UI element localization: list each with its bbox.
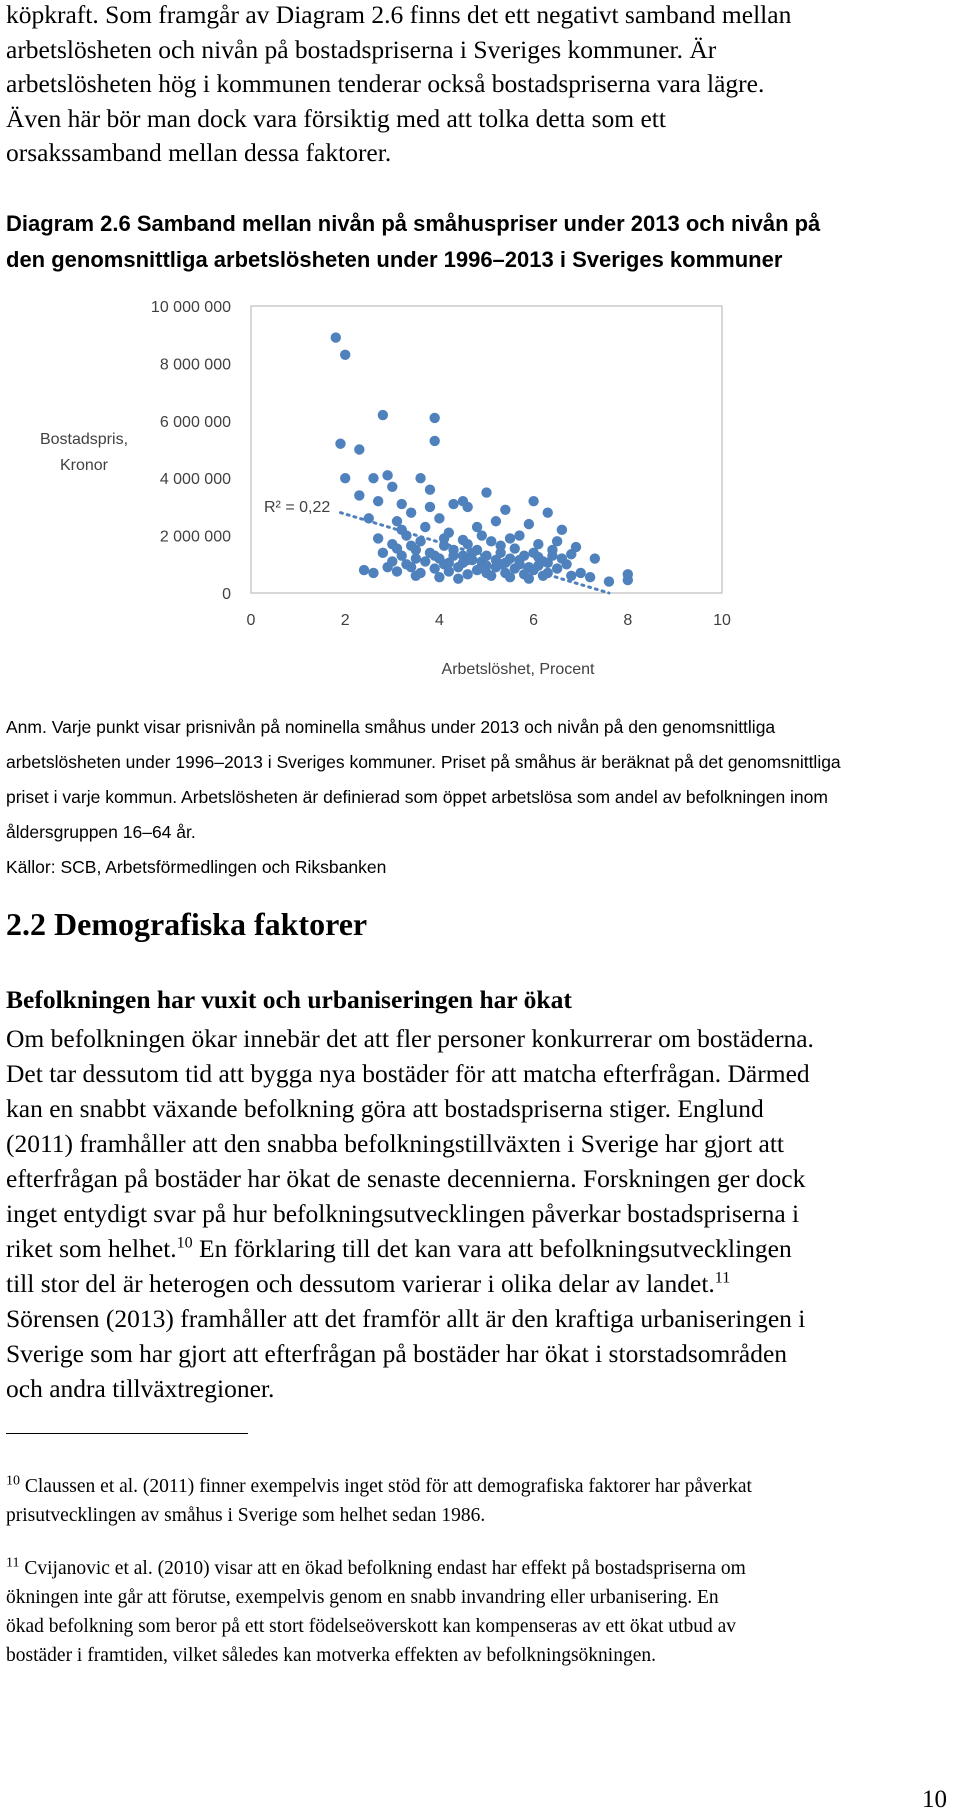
- intro-line: Även här bör man dock vara försiktig med att tolka detta som ett: [6, 103, 666, 133]
- note-line: åldersgruppen 16–64 år.: [6, 822, 196, 842]
- x-axis-label: Arbetslöshet, Procent: [441, 661, 595, 678]
- y-tick-label: 6 000 000: [159, 413, 231, 431]
- data-point: [486, 571, 496, 581]
- data-point: [510, 543, 520, 553]
- y-tick-label: 0: [222, 586, 231, 603]
- sources-line: Källor: SCB, Arbetsförmedlingen och Riksbanken: [6, 857, 387, 877]
- intro-line: arbetslösheten hög i kommunen tenderar också bostadspriserna vara lägre.: [6, 69, 765, 98]
- footnote-line: [6, 1554, 946, 1583]
- body-paragraph: [6, 1021, 946, 1406]
- data-point: [524, 519, 534, 529]
- data-point: [576, 568, 586, 578]
- r-squared-label: R² = 0,22: [264, 499, 331, 516]
- scatter-chart: [0, 280, 960, 700]
- data-point: [585, 572, 595, 582]
- chart-note: [6, 710, 946, 885]
- body-text: riket som helhet.: [6, 1234, 177, 1263]
- footnote-text: Cvijanovic et al. (2010) visar att en ökad befolkning endast har effekt på bostadspriserna om: [19, 1558, 746, 1579]
- data-point: [434, 572, 444, 582]
- footnote-number: 11: [6, 1555, 20, 1571]
- data-point: [604, 576, 614, 586]
- scatter-chart-svg: [0, 280, 960, 700]
- diagram-title-line: Diagram 2.6 Samband mellan nivån på småhuspriser under 2013 och nivån på: [6, 211, 821, 236]
- data-point: [552, 563, 562, 573]
- data-point: [533, 552, 543, 562]
- footnote-number: 10: [6, 1473, 20, 1489]
- data-point: [444, 528, 454, 538]
- x-tick-label: 0: [246, 612, 256, 629]
- data-point: [557, 553, 567, 563]
- data-point: [378, 410, 388, 420]
- data-point: [420, 522, 430, 532]
- y-tick-label: 8 000 000: [159, 356, 231, 374]
- data-point: [387, 482, 397, 492]
- data-point: [543, 558, 553, 568]
- data-point: [500, 505, 510, 515]
- body-line: (2011) framhåller att den snabba befolkningstillväxten i Sverige har gjort att: [6, 1129, 784, 1158]
- data-point: [425, 484, 435, 494]
- data-point: [434, 513, 444, 523]
- note-line: Anm. Varje punkt visar prisnivån på nominella småhus under 2013 och nivån på den genomsnittliga: [6, 717, 776, 737]
- footnote-divider: [6, 1433, 248, 1434]
- x-tick-label: 2: [340, 612, 350, 629]
- data-point: [477, 530, 487, 540]
- data-point: [458, 535, 468, 545]
- data-point: [590, 553, 600, 563]
- body-line: och andra tillväxtregioner.: [6, 1374, 275, 1403]
- data-point: [425, 502, 435, 512]
- note-line: priset i varje kommun. Arbetslösheten är definierad som öppet arbetslösa som andel av befolkningen inom: [6, 787, 828, 807]
- footnote-ref-10[interactable]: 10: [176, 1234, 193, 1252]
- data-point: [406, 540, 416, 550]
- data-point: [392, 543, 402, 553]
- footnote-11: [6, 1554, 946, 1670]
- footnote-10: [6, 1472, 946, 1530]
- body-line: Det tar dessutom tid att bygga nya bostäder för att matcha efterfrågan. Därmed: [6, 1059, 810, 1088]
- data-point: [543, 507, 553, 517]
- y-axis-label: Bostadspris,: [39, 431, 129, 448]
- data-point: [524, 562, 534, 572]
- data-point: [420, 556, 430, 566]
- intro-line: köpkraft. Som framgår av Diagram 2.6 finns det ett negativt samband mellan: [6, 0, 792, 29]
- data-point: [566, 571, 576, 581]
- data-point: [448, 499, 458, 509]
- data-point: [340, 350, 350, 360]
- data-point: [373, 496, 383, 506]
- data-point: [331, 332, 341, 342]
- data-point: [340, 473, 350, 483]
- subheading: Befolkningen har vuxit och urbaniseringen har ökat: [6, 985, 572, 1014]
- section-heading: 2.2 Demografiska faktorer: [6, 906, 368, 942]
- data-point: [623, 569, 633, 579]
- x-tick-label: 4: [434, 612, 444, 629]
- x-tick-label: 8: [623, 612, 633, 629]
- data-point: [392, 566, 402, 576]
- body-line: Sörensen (2013) framhåller att det framför allt är den kraftiga urbaniseringen i: [6, 1304, 806, 1333]
- plot-area: [251, 306, 722, 593]
- footnote-line: ökad befolkning som beror på ett stort födelseöverskott kan kompenseras av ett ökat utbud av: [6, 1616, 736, 1637]
- data-point: [557, 525, 567, 535]
- data-point: [528, 496, 538, 506]
- data-point: [429, 436, 439, 446]
- data-point: [415, 473, 425, 483]
- data-point: [387, 556, 397, 566]
- footnote-text: Claussen et al. (2011) finner exempelvis inget stöd för att demografiska faktorer har påverkat: [20, 1476, 752, 1497]
- data-point: [382, 470, 392, 480]
- body-line: Om befolkningen ökar innebär det att fler personer konkurrerar om bostäderna.: [6, 1024, 814, 1053]
- footnote-line: prisutvecklingen av småhus i Sverige som helhet sedan 1986.: [6, 1505, 486, 1526]
- data-point: [373, 533, 383, 543]
- data-point: [368, 473, 378, 483]
- data-point: [547, 545, 557, 555]
- data-point: [514, 530, 524, 540]
- data-point: [354, 444, 364, 454]
- data-point: [481, 561, 491, 571]
- data-point: [462, 502, 472, 512]
- data-point: [335, 439, 345, 449]
- body-text: En förklaring till det kan vara att befolkningsutvecklingen: [192, 1234, 792, 1263]
- data-point: [505, 533, 515, 543]
- diagram-title: [6, 206, 946, 278]
- body-line: [6, 1231, 946, 1266]
- note-line: arbetslösheten under 1996–2013 i Sveriges kommuner. Priset på småhus är beräknat på det genomsnittliga: [6, 752, 841, 772]
- diagram-title-line: den genomsnittliga arbetslösheten under 1996–2013 i Sveriges kommuner: [6, 247, 783, 272]
- intro-line: orsakssamband mellan dessa faktorer.: [6, 138, 392, 167]
- footnote-line: ökningen inte går att förutse, exempelvis genom en snabb invandring eller urbanisering. En: [6, 1587, 719, 1608]
- y-tick-label: 2 000 000: [159, 528, 231, 546]
- data-point: [524, 573, 534, 583]
- footnote-ref-11[interactable]: 11: [714, 1269, 731, 1287]
- data-point: [406, 507, 416, 517]
- data-point: [566, 549, 576, 559]
- y-tick-label: 4 000 000: [159, 471, 231, 489]
- data-point: [378, 548, 388, 558]
- x-tick-label: 10: [713, 612, 731, 629]
- x-tick-label: 6: [529, 612, 539, 629]
- data-point: [411, 553, 421, 563]
- y-axis-label: Kronor: [59, 457, 109, 474]
- data-point: [462, 555, 472, 565]
- footnote-line: bostäder i framtiden, vilket således kan motverka effekten av befolkningsökningen.: [6, 1645, 656, 1666]
- page-number: 10: [922, 1786, 947, 1813]
- data-point: [411, 571, 421, 581]
- body-line: Sverige som har gjort att efterfrågan på bostäder har ökat i storstadsområden: [6, 1339, 788, 1368]
- data-point: [397, 499, 407, 509]
- intro-line: arbetslösheten och nivån på bostadspriserna i Sveriges kommuner. Är: [6, 34, 717, 64]
- data-point: [401, 559, 411, 569]
- body-line: inget entydigt svar på hur befolkningsutvecklingen påverkar bostadspriserna i: [6, 1199, 800, 1228]
- data-point: [505, 572, 515, 582]
- body-text: till stor del är heterogen och dessutom varierar i olika delar av landet.: [6, 1269, 715, 1298]
- data-point: [462, 569, 472, 579]
- data-point: [486, 536, 496, 546]
- intro-paragraph: [6, 0, 946, 171]
- data-point: [429, 550, 439, 560]
- data-point: [481, 487, 491, 497]
- data-point: [354, 490, 364, 500]
- data-point: [495, 540, 505, 550]
- data-point: [491, 516, 501, 526]
- footnote-line: [6, 1472, 946, 1501]
- body-line: efterfrågan på bostäder har ökat de senaste decennierna. Forskningen ger dock: [6, 1164, 806, 1193]
- data-point: [444, 558, 454, 568]
- body-line: [6, 1266, 946, 1301]
- y-tick-label: 10 000 000: [150, 299, 231, 316]
- data-point: [429, 413, 439, 423]
- data-point: [359, 565, 369, 575]
- data-point: [368, 568, 378, 578]
- data-point: [453, 573, 463, 583]
- body-line: kan en snabbt växande befolkning göra att bostadspriserna stiger. Englund: [6, 1094, 764, 1123]
